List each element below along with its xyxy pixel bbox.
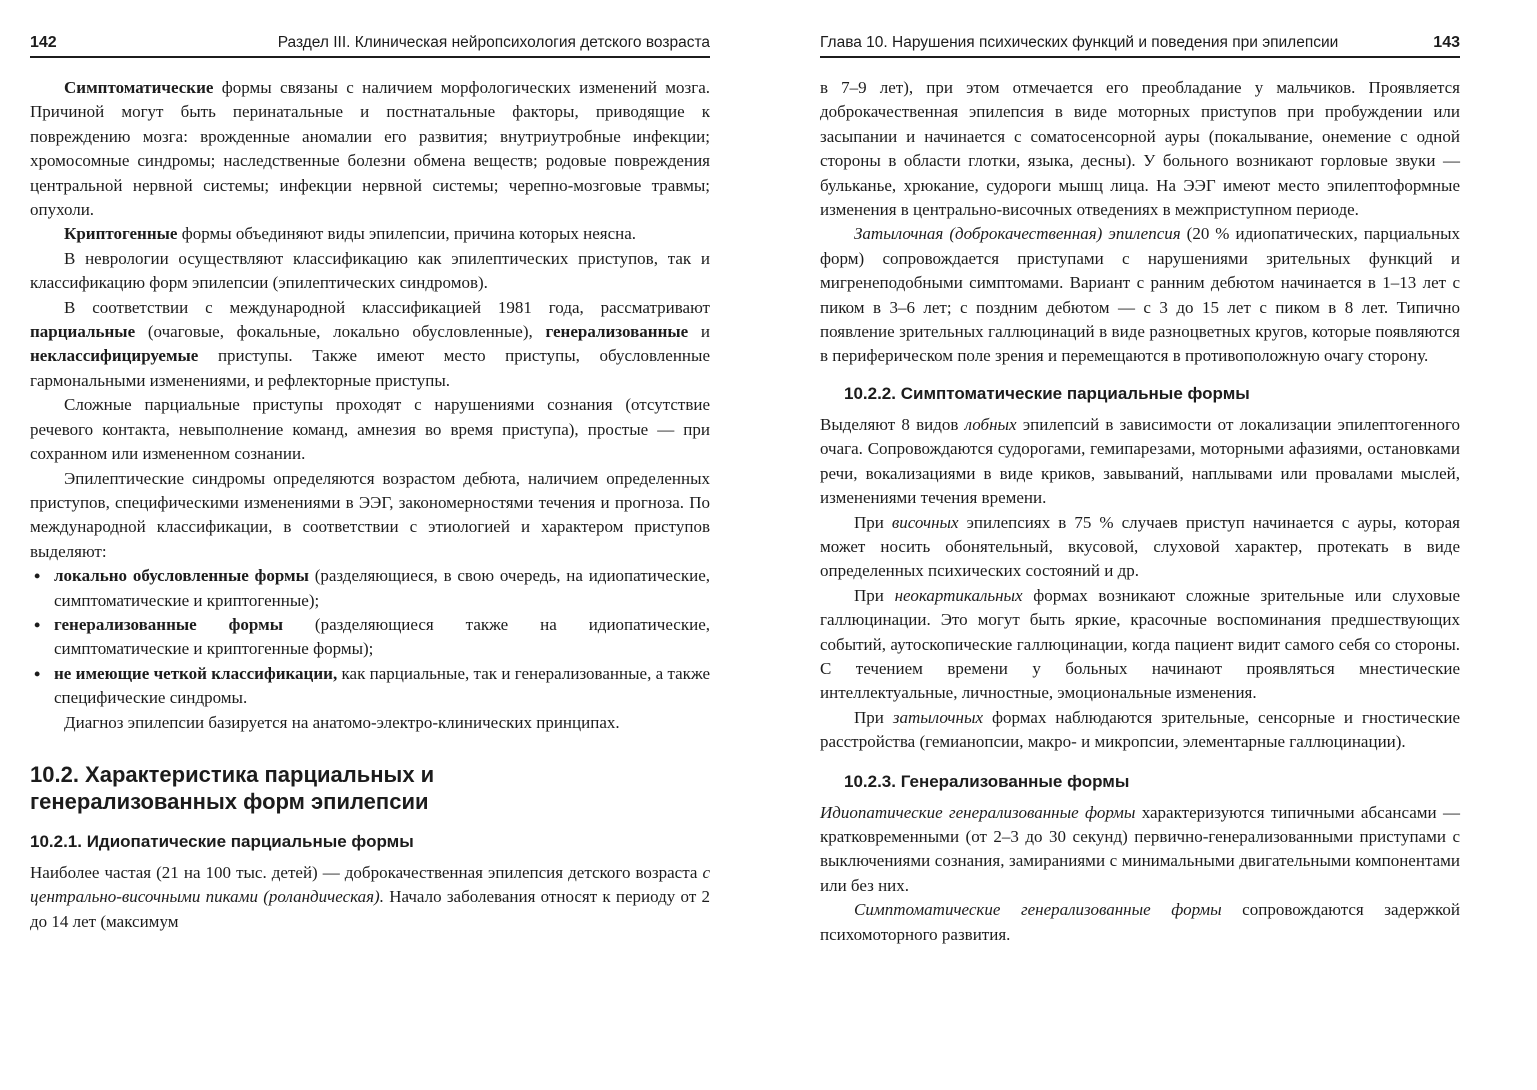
left-page-number: 142 xyxy=(30,34,57,51)
paragraph-rolandic xyxy=(30,861,710,934)
italic-term: Симптоматические генерализованные формы xyxy=(854,900,1222,920)
paragraph-international-classification xyxy=(30,296,710,394)
paragraph-text: формах возникают сложные зрительные или слуховые галлюцинации. Это могут быть яркие, красочные воспоминания предшествующих событий, аутоскопические галлюцинации, когда пациент видит самого себя со стороны. С течением времени у больных начинают проявляться мнестические интеллектуальные, личностные, эмоциональные изменения. xyxy=(820,585,1461,703)
paragraph-occipital xyxy=(820,706,1460,755)
left-page xyxy=(30,0,710,1090)
paragraph-text: (20 % идиопатических, парциальных форм) сопровождается приступами с нарушениями зрительных функций и мигренеподобными симптомами. Вариант с ранним дебютом начинается в 1–13 лет с пиком в 3–6 лет; с поздним дебютом — с 3 до 15 лет с пиком в 8 лет. Типично появление зрительных галлюцинаций в виде разноцветных кругов, которые появляются в периферическом поле зрения и перемещаются в противоположную очагу сторону. xyxy=(820,224,1460,366)
term-generalized: генерализованные xyxy=(545,322,689,342)
bullet-term: генерализованные формы xyxy=(54,614,283,634)
paragraph-diagnosis: Диагноз эпилепсии базируется на анатомо-электро-клинических принципах. xyxy=(64,712,620,732)
right-page-number: 143 xyxy=(1433,34,1460,51)
italic-term: неокартикальных xyxy=(894,585,1023,605)
right-page xyxy=(820,0,1460,1090)
right-running-head xyxy=(820,30,1460,58)
paragraph-text: формы объединяют виды эпилепсии, причина которых неясна. xyxy=(181,224,637,244)
subsection-heading-10-2-2: 10.2.2. Симптоматические парциальные формы xyxy=(844,383,1250,403)
paragraph-symptomatic-generalized xyxy=(820,898,1460,947)
bullet-item xyxy=(30,662,710,711)
bullet-text: как парциальные, так и генерализованные, а также специфические синдромы. xyxy=(54,663,711,708)
italic-term: с центрально-височными пиками (роландическая). xyxy=(30,862,710,907)
paragraph-text: сопровождаются задержкой психомоторного развития. xyxy=(820,900,1460,944)
bullet-item xyxy=(30,613,710,662)
paragraph-neocortical xyxy=(820,584,1460,706)
bullet-item xyxy=(30,564,710,613)
paragraph-text: характеризуются типичными абсансами — кратковременными (от 2–3 до 30 секунд) первично-генерализованными приступами с выключениями сознания, замираниями с минимальными двигательными компонентами или без них. xyxy=(820,802,1461,895)
left-running-title: Раздел III. Клиническая нейропсихология детского возраста xyxy=(277,34,710,51)
term-partial: парциальные xyxy=(30,322,136,342)
term-symptomatic: Симптоматические xyxy=(64,78,214,97)
paragraph-text: и xyxy=(700,322,711,342)
paragraph-text: При xyxy=(854,512,884,532)
left-text-column xyxy=(30,76,710,934)
bullet-term: не имеющие четкой классификации, xyxy=(54,663,338,683)
bullet-term: локально обусловленные формы xyxy=(54,566,309,586)
italic-term: височных xyxy=(891,512,959,532)
paragraph-text: (очаговые, фокальные, локально обусловленные), xyxy=(147,322,533,342)
paragraph-text: эпилепсий в зависимости от локализации эпилептогенного очага. Сопровождаются судорогами, гемипарезами, моторными афазиями, остановками речи, вокализациями в виде криков, завываний, наплывами или провалами мыслей, изменениями течения времени. xyxy=(820,414,1461,508)
italic-term: затылочных xyxy=(892,707,984,727)
paragraph-text: формы связаны с наличием морфологических изменений мозга. Причиной могут быть перинатальные и постнатальные факторы, приводящие к повреждению мозга: врожденные аномалии его развития; внутриутробные инфекции; хромосомные синдромы; наследственные болезни обмена веществ; родовые повреждения центральной нервной системы; инфекции нервной системы; черепно-мозговые травмы; опухоли. xyxy=(30,78,711,220)
left-running-head xyxy=(30,30,710,58)
bullet-text: (разделяющиеся, в свою очередь, на идиопатические, симптоматические и криптогенные); xyxy=(54,566,710,610)
subsection-heading-10-2-1: 10.2.1. Идиопатические парциальные формы xyxy=(30,831,414,851)
paragraph-temporal xyxy=(820,511,1460,584)
paragraph-text: приступы. Также имеют место приступы, обусловленные гармональными изменениями, и рефлекторные приступы. xyxy=(30,346,710,390)
paragraph-symptomatic xyxy=(30,76,710,222)
paragraph-text: При xyxy=(854,585,884,605)
paragraph-text: Выделяют 8 видов xyxy=(820,414,959,434)
paragraph-syndromes: Эпилептические синдромы определяются возрастом дебюта, наличием определенных приступов, специфическими изменениями в ЭЭГ, закономерностями течения и прогноза. По международной классификации, в соответствии с этиологией и характером приступов выделяют: xyxy=(30,468,710,561)
paragraph-continuation: в 7–9 лет), при этом отмечается его преобладание у мальчиков. Проявляется доброкачественная эпилепсия в виде моторных приступов при пробуждении или засыпании и начинается с соматосенсорной ауры (покалывание, онемение с одной стороны в области глотки, языка, десны). У больного возникают горловые звуки — бульканье, хрюкание, судороги мышц лица. На ЭЭГ имеют место эпилептоформные изменения в центрально-височных отведениях в межприступном периоде. xyxy=(820,78,1460,220)
paragraph-frontal xyxy=(820,413,1460,511)
term-unclassified: неклассифицируемые xyxy=(30,346,199,366)
paragraph-text: Наиболее частая (21 на 100 тыс. детей) — доброкачественная эпилепсия детского возраста xyxy=(30,862,698,882)
paragraph-text: В соответствии с международной классификацией 1981 года, рассматривают xyxy=(64,297,710,317)
italic-term: Идиопатические генерализованные формы xyxy=(820,802,1136,822)
section-heading-10-2: 10.2. Характеристика парциальных и генерализованных форм эпилепсии xyxy=(30,761,435,814)
paragraph-idiopathic-generalized xyxy=(820,801,1460,899)
paragraph-complex-partial: Сложные парциальные приступы проходят с нарушениями сознания (отсутствие речевого контакта, невыполнение команд, амнезия во время приступа), простые — при сохранном или измененном сознании. xyxy=(30,395,710,464)
paragraph-classification: В неврологии осуществляют классификацию как эпилептических приступов, так и классификацию форм эпилепсии (эпилептических синдромов). xyxy=(30,248,710,293)
bullet-text: (разделяющиеся также на идиопатические, симптоматические и криптогенные формы); xyxy=(54,614,710,659)
subsection-heading-10-2-3: 10.2.3. Генерализованные формы xyxy=(844,771,1130,791)
italic-term: Затылочная (доброкачественная) эпилепсия xyxy=(854,224,1181,244)
paragraph-text: формах наблюдаются зрительные, сенсорные и гностические расстройства (гемианопсии, макро- и микропсии, элементарные галлюцинации). xyxy=(820,707,1461,752)
term-cryptogenic: Криптогенные xyxy=(64,224,178,244)
classification-bullet-list xyxy=(30,564,710,710)
right-running-title: Глава 10. Нарушения психических функций и поведения при эпилепсии xyxy=(820,34,1339,51)
paragraph-text: Начало заболевания относят к периоду от 2 до 14 лет (максимум xyxy=(30,887,710,931)
paragraph-text: эпилепсиях в 75 % случаев приступ начинается с ауры, которая может носить обонятельный, вкусовой, слуховой характер, протекать в виде определенных психических состояний и др. xyxy=(820,512,1460,581)
paragraph-occipital-benign xyxy=(820,222,1460,368)
right-text-column xyxy=(820,76,1460,947)
paragraph-cryptogenic xyxy=(30,222,710,246)
paragraph-text: При xyxy=(854,707,884,727)
italic-term: лобных xyxy=(964,414,1017,434)
